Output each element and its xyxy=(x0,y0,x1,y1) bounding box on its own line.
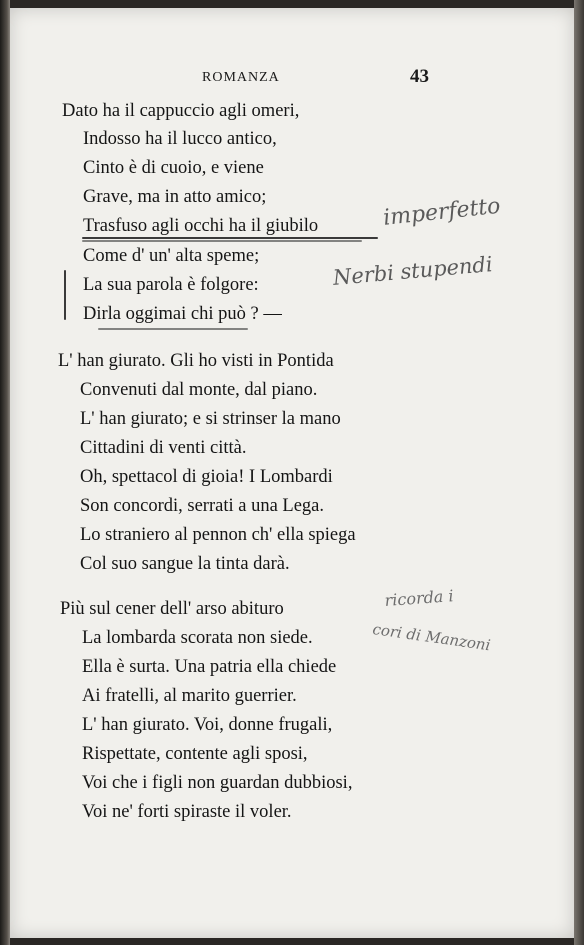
verse-line: Grave, ma in atto amico; xyxy=(83,187,267,207)
verse-line: Ai fratelli, al marito guerrier. xyxy=(82,686,297,706)
pencil-underline xyxy=(82,240,362,242)
book-page xyxy=(10,8,574,938)
margin-note: Nerbi stupendi xyxy=(332,252,494,290)
verse-line: Cinto è di cuoio, e viene xyxy=(83,158,264,178)
page-edge-right xyxy=(574,0,584,945)
verse-line: Ella è surta. Una patria ella chiede xyxy=(82,657,337,677)
verse-line: L' han giurato. Voi, donne frugali, xyxy=(82,715,333,735)
verse-line: Indosso ha il lucco antico, xyxy=(83,129,277,149)
verse-line: Voi che i figli non guardan dubbiosi, xyxy=(82,773,353,793)
verse-line: L' han giurato. Gli ho visti in Pontida xyxy=(58,351,334,371)
pencil-underline xyxy=(98,328,248,330)
margin-note: ricorda i xyxy=(384,586,455,610)
pencil-underline xyxy=(82,237,378,239)
page-number: 43 xyxy=(410,66,429,87)
verse-line: Trasfuso agli occhi ha il giubilo xyxy=(83,216,319,236)
verse-line: Dato ha il cappuccio agli omeri, xyxy=(62,101,300,121)
verse-line: Dirla oggimai chi può ? — xyxy=(83,304,282,324)
verse-line: Come d' un' alta speme; xyxy=(83,246,260,266)
verse-line: Voi ne' forti spiraste il voler. xyxy=(82,802,292,822)
verse-line: La sua parola è folgore: xyxy=(83,275,259,295)
page-header xyxy=(10,66,574,90)
verse-line: Son concordi, serrati a una Lega. xyxy=(80,496,325,516)
verse-line: Lo straniero al pennon ch' ella spiega xyxy=(80,525,356,545)
verse-line: Col suo sangue la tinta darà. xyxy=(80,554,290,574)
verse-line: Rispettate, contente agli sposi, xyxy=(82,744,308,764)
margin-note: cori di Manzoni xyxy=(371,620,492,655)
verse-line: Più sul cener dell' arso abituro xyxy=(60,599,284,619)
verse-line: Oh, spettacol di gioia! I Lombardi xyxy=(80,467,333,487)
verse-line: Convenuti dal monte, dal piano. xyxy=(80,380,318,400)
verse-line: Cittadini di venti città. xyxy=(80,438,247,458)
pencil-margin-bracket xyxy=(64,270,66,320)
verse-line: L' han giurato; e si strinser la mano xyxy=(80,409,341,429)
verse-line: La lombarda scorata non siede. xyxy=(82,628,313,648)
running-title: ROMANZA xyxy=(202,70,280,85)
binding-shadow-left xyxy=(0,0,10,945)
margin-note: imperfetto xyxy=(382,193,502,231)
